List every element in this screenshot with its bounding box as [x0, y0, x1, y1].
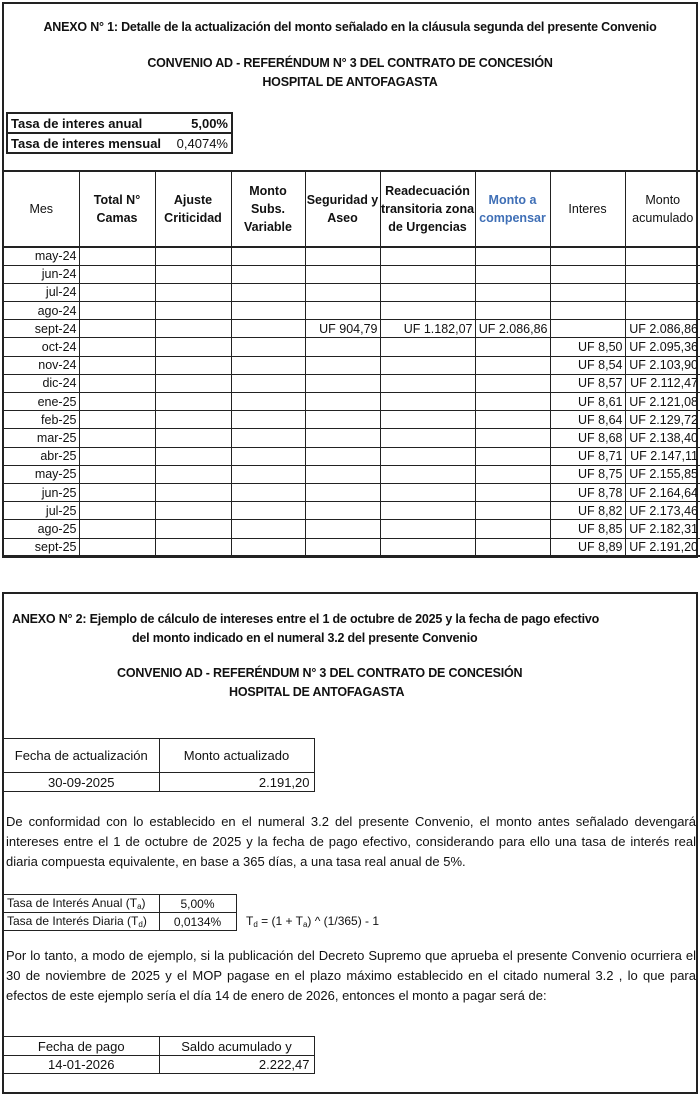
cell-seguridad [305, 374, 380, 392]
cell-acumulado: UF 2.147,11 [625, 447, 700, 465]
table-header-row [4, 171, 700, 247]
cell-readecuacion [380, 338, 475, 356]
cell-camas [79, 411, 155, 429]
cell-mes: abr-25 [4, 447, 79, 465]
annex-1-subtitle-line2: HOSPITAL DE ANTOFAGASTA [262, 75, 438, 89]
annex-2-section [2, 592, 698, 1094]
cell-readecuacion [380, 429, 475, 447]
cell-subs [231, 520, 305, 538]
daily-rate-table [4, 894, 237, 931]
cell-readecuacion [380, 265, 475, 283]
cell-readecuacion [380, 393, 475, 411]
cell-subs [231, 447, 305, 465]
fecha-actualizacion-value: 30-09-2025 [4, 773, 159, 792]
cell-ajuste [155, 247, 231, 265]
cell-compensar [475, 538, 550, 556]
cell-acumulado: UF 2.129,72 [625, 411, 700, 429]
cell-camas [79, 283, 155, 301]
cell-compensar [475, 447, 550, 465]
cell-readecuacion [380, 411, 475, 429]
cell-readecuacion [380, 520, 475, 538]
cell-interes: UF 8,71 [550, 447, 625, 465]
col-header-subs: Monto Subs. Variable [231, 171, 305, 247]
cell-camas [79, 338, 155, 356]
cell-acumulado: UF 2.121,08 [625, 393, 700, 411]
cell-compensar [475, 265, 550, 283]
annex-1-title: ANEXO N° 1: Detalle de la actualización del monto señalado en la cláusula segunda del presente Convenio [43, 20, 657, 34]
cell-seguridad [305, 393, 380, 411]
rate-row-annual [7, 113, 232, 133]
cell-interes: UF 8,64 [550, 411, 625, 429]
cell-readecuacion [380, 465, 475, 483]
cell-camas [79, 320, 155, 338]
payment-table [4, 1036, 315, 1074]
cell-seguridad: UF 904,79 [305, 320, 380, 338]
cell-interes [550, 320, 625, 338]
cell-subs [231, 247, 305, 265]
cell-acumulado [625, 302, 700, 320]
monto-actualizado-value: 2.191,20 [159, 773, 314, 792]
table-row [4, 265, 700, 283]
cell-interes: UF 8,68 [550, 429, 625, 447]
cell-mes: sept-24 [4, 320, 79, 338]
col-header-readecuacion: Readecuación transitoria zona de Urgencias [380, 171, 475, 247]
interest-explanation-paragraph: De conformidad con lo establecido en el numeral 3.2 del presente Convenio, el monto antes señalado devengará intereses entre el 1 de octubre de 2025 y la fecha de pago efectivo, considerando para ello una tasa de interés real diaria compuesta equivalente, en base a 365 días, a una tasa real anual de 5%. [6, 814, 696, 869]
table-row [4, 465, 700, 483]
col-header-camas: Total N° Camas [79, 171, 155, 247]
cell-mes: oct-24 [4, 338, 79, 356]
cell-camas [79, 465, 155, 483]
cell-ajuste [155, 374, 231, 392]
cell-camas [79, 265, 155, 283]
cell-camas [79, 429, 155, 447]
cell-acumulado [625, 247, 700, 265]
cell-subs [231, 283, 305, 301]
rate-row-annual [4, 895, 236, 913]
cell-acumulado: UF 2.191,20 [625, 538, 700, 556]
cell-interes: UF 8,61 [550, 393, 625, 411]
table-row [4, 393, 700, 411]
table-row [4, 411, 700, 429]
cell-compensar [475, 429, 550, 447]
cell-compensar [475, 338, 550, 356]
rate-value: 0,0134% [159, 913, 236, 931]
cell-compensar [475, 393, 550, 411]
cell-interes: UF 8,78 [550, 483, 625, 501]
table-row [4, 1056, 314, 1074]
cell-camas [79, 302, 155, 320]
cell-subs [231, 538, 305, 556]
cell-compensar [475, 465, 550, 483]
cell-ajuste [155, 429, 231, 447]
table-row [4, 356, 700, 374]
col-header-fecha-pago: Fecha de pago [4, 1037, 159, 1056]
col-header-monto-actualizado: Monto actualizado [159, 739, 314, 773]
cell-readecuacion [380, 502, 475, 520]
cell-interes [550, 283, 625, 301]
cell-ajuste [155, 320, 231, 338]
cell-seguridad [305, 483, 380, 501]
col-header-interes: Interes [550, 171, 625, 247]
cell-readecuacion [380, 374, 475, 392]
monthly-update-table [4, 170, 700, 557]
cell-mes: ago-25 [4, 520, 79, 538]
cell-seguridad [305, 265, 380, 283]
col-header-acumulado: Monto acumulado [625, 171, 700, 247]
cell-mes: feb-25 [4, 411, 79, 429]
cell-subs [231, 320, 305, 338]
table-header-row [4, 739, 314, 773]
cell-readecuacion [380, 538, 475, 556]
col-header-mes: Mes [4, 171, 79, 247]
cell-compensar [475, 247, 550, 265]
rate-row-daily [4, 913, 236, 931]
cell-ajuste [155, 538, 231, 556]
cell-camas [79, 447, 155, 465]
cell-mes: may-25 [4, 465, 79, 483]
cell-camas [79, 483, 155, 501]
annex-1-section [2, 2, 698, 558]
cell-ajuste [155, 483, 231, 501]
cell-subs [231, 465, 305, 483]
table-row [4, 538, 700, 556]
interest-rates-table [6, 112, 233, 154]
cell-mes: sept-25 [4, 538, 79, 556]
cell-ajuste [155, 393, 231, 411]
cell-ajuste [155, 283, 231, 301]
cell-compensar [475, 411, 550, 429]
col-header-fecha-actualizacion: Fecha de actualización [4, 739, 159, 773]
cell-camas [79, 247, 155, 265]
annex-2-subtitle-line2: HOSPITAL DE ANTOFAGASTA [229, 685, 405, 699]
cell-ajuste [155, 302, 231, 320]
cell-interes [550, 265, 625, 283]
cell-seguridad [305, 283, 380, 301]
cell-subs [231, 502, 305, 520]
table-row [4, 320, 700, 338]
table-row [4, 247, 700, 265]
cell-interes: UF 8,57 [550, 374, 625, 392]
cell-acumulado: UF 2.155,85 [625, 465, 700, 483]
cell-acumulado: UF 2.103,90 [625, 356, 700, 374]
cell-subs [231, 483, 305, 501]
daily-rate-formula: $T_d = (1 + T_a)$ ^ (1/365) - 1 [246, 914, 380, 929]
cell-acumulado [625, 283, 700, 301]
cell-interes: UF 8,85 [550, 520, 625, 538]
cell-ajuste [155, 411, 231, 429]
cell-seguridad [305, 411, 380, 429]
table-row [4, 773, 314, 792]
cell-camas [79, 520, 155, 538]
rate-value: 5,00% [159, 895, 236, 913]
fecha-pago-value: 14-01-2026 [4, 1056, 159, 1074]
cell-seguridad [305, 520, 380, 538]
cell-acumulado: UF 2.182,31 [625, 520, 700, 538]
cell-seguridad [305, 247, 380, 265]
cell-ajuste [155, 356, 231, 374]
cell-ajuste [155, 465, 231, 483]
cell-seguridad [305, 429, 380, 447]
cell-compensar [475, 302, 550, 320]
cell-readecuacion: UF 1.182,07 [380, 320, 475, 338]
cell-interes: UF 8,54 [550, 356, 625, 374]
annex-1-bottom-border [2, 556, 698, 558]
cell-seguridad [305, 338, 380, 356]
cell-subs [231, 356, 305, 374]
cell-compensar [475, 283, 550, 301]
cell-interes [550, 302, 625, 320]
rate-value: 5,00% [171, 113, 232, 133]
cell-interes [550, 247, 625, 265]
cell-acumulado: UF 2.112,47 [625, 374, 700, 392]
col-header-saldo-acumulado: Saldo acumulado y [159, 1037, 314, 1056]
table-header-row [4, 1037, 314, 1056]
col-header-ajuste: Ajuste Criticidad [155, 171, 231, 247]
cell-subs [231, 265, 305, 283]
cell-readecuacion [380, 483, 475, 501]
rate-row-monthly [7, 133, 232, 153]
cell-readecuacion [380, 447, 475, 465]
cell-camas [79, 374, 155, 392]
table-row [4, 283, 700, 301]
cell-acumulado: UF 2.095,36 [625, 338, 700, 356]
cell-readecuacion [380, 247, 475, 265]
table-row [4, 429, 700, 447]
cell-camas [79, 538, 155, 556]
cell-interes: UF 8,89 [550, 538, 625, 556]
cell-mes: jul-24 [4, 283, 79, 301]
cell-subs [231, 302, 305, 320]
table-row [4, 483, 700, 501]
cell-mes: dic-24 [4, 374, 79, 392]
cell-seguridad [305, 302, 380, 320]
annex-1-subtitle-line1: CONVENIO AD - REFERÉNDUM N° 3 DEL CONTRATO DE CONCESIÓN [147, 56, 553, 70]
cell-seguridad [305, 502, 380, 520]
table-row [4, 302, 700, 320]
cell-ajuste [155, 338, 231, 356]
cell-subs [231, 393, 305, 411]
cell-seguridad [305, 538, 380, 556]
table-row [4, 374, 700, 392]
cell-interes: UF 8,50 [550, 338, 625, 356]
cell-readecuacion [380, 356, 475, 374]
cell-readecuacion [380, 302, 475, 320]
cell-subs [231, 429, 305, 447]
annex-2-title-line1: ANEXO N° 2: Ejemplo de cálculo de intereses entre el 1 de octubre de 2025 y la fecha de pago efectivo [12, 612, 600, 626]
cell-compensar: UF 2.086,86 [475, 320, 550, 338]
payment-example-paragraph: Por lo tanto, a modo de ejemplo, si la publicación del Decreto Supremo que aprueba el presente Convenio ocurriera el 30 de noviembre de 2025 y el MOP pagase en el plazo máximo establecido en el citado numeral 3.2 , lo que para efectos de este ejemplo sería el día 14 de enero de 2026, entonces el monto a pagar será de: [6, 948, 696, 1003]
cell-compensar [475, 374, 550, 392]
cell-ajuste [155, 265, 231, 283]
cell-acumulado: UF 2.086,86 [625, 320, 700, 338]
cell-camas [79, 393, 155, 411]
saldo-acumulado-value: 2.222,47 [159, 1056, 314, 1074]
cell-mes: ene-25 [4, 393, 79, 411]
annex-2-title-line2: del monto indicado en el numeral 3.2 del presente Convenio [132, 631, 478, 645]
cell-mes: jul-25 [4, 502, 79, 520]
cell-mes: jun-24 [4, 265, 79, 283]
cell-ajuste [155, 447, 231, 465]
cell-acumulado: UF 2.173,46 [625, 502, 700, 520]
rate-label: Tasa de Interés Diaria $(T_d)$ [4, 913, 159, 931]
cell-acumulado: UF 2.164,64 [625, 483, 700, 501]
cell-compensar [475, 502, 550, 520]
rate-value: 0,4074% [171, 133, 232, 153]
cell-ajuste [155, 502, 231, 520]
cell-seguridad [305, 465, 380, 483]
table-row [4, 447, 700, 465]
cell-subs [231, 374, 305, 392]
annex-2-subtitle-line1: CONVENIO AD - REFERÉNDUM N° 3 DEL CONTRATO DE CONCESIÓN [117, 666, 523, 680]
cell-mes: jun-25 [4, 483, 79, 501]
table-row [4, 338, 700, 356]
rate-label: Tasa de interes mensual [7, 133, 171, 153]
cell-subs [231, 411, 305, 429]
cell-subs [231, 338, 305, 356]
cell-mes: mar-25 [4, 429, 79, 447]
cell-camas [79, 502, 155, 520]
col-header-seguridad: Seguridad y Aseo [305, 171, 380, 247]
update-amount-table [4, 738, 315, 792]
cell-readecuacion [380, 283, 475, 301]
table-row [4, 502, 700, 520]
cell-compensar [475, 520, 550, 538]
cell-seguridad [305, 447, 380, 465]
col-header-compensar: Monto a compensar [475, 171, 550, 247]
rate-label: Tasa de Interés Anual $(T_a)$ [4, 895, 159, 913]
cell-mes: ago-24 [4, 302, 79, 320]
rate-label: Tasa de interes anual [7, 113, 171, 133]
cell-mes: nov-24 [4, 356, 79, 374]
cell-ajuste [155, 520, 231, 538]
cell-mes: may-24 [4, 247, 79, 265]
cell-acumulado: UF 2.138,40 [625, 429, 700, 447]
cell-interes: UF 8,75 [550, 465, 625, 483]
cell-seguridad [305, 356, 380, 374]
cell-compensar [475, 483, 550, 501]
table-row [4, 520, 700, 538]
cell-acumulado [625, 265, 700, 283]
cell-interes: UF 8,82 [550, 502, 625, 520]
cell-camas [79, 356, 155, 374]
cell-compensar [475, 356, 550, 374]
